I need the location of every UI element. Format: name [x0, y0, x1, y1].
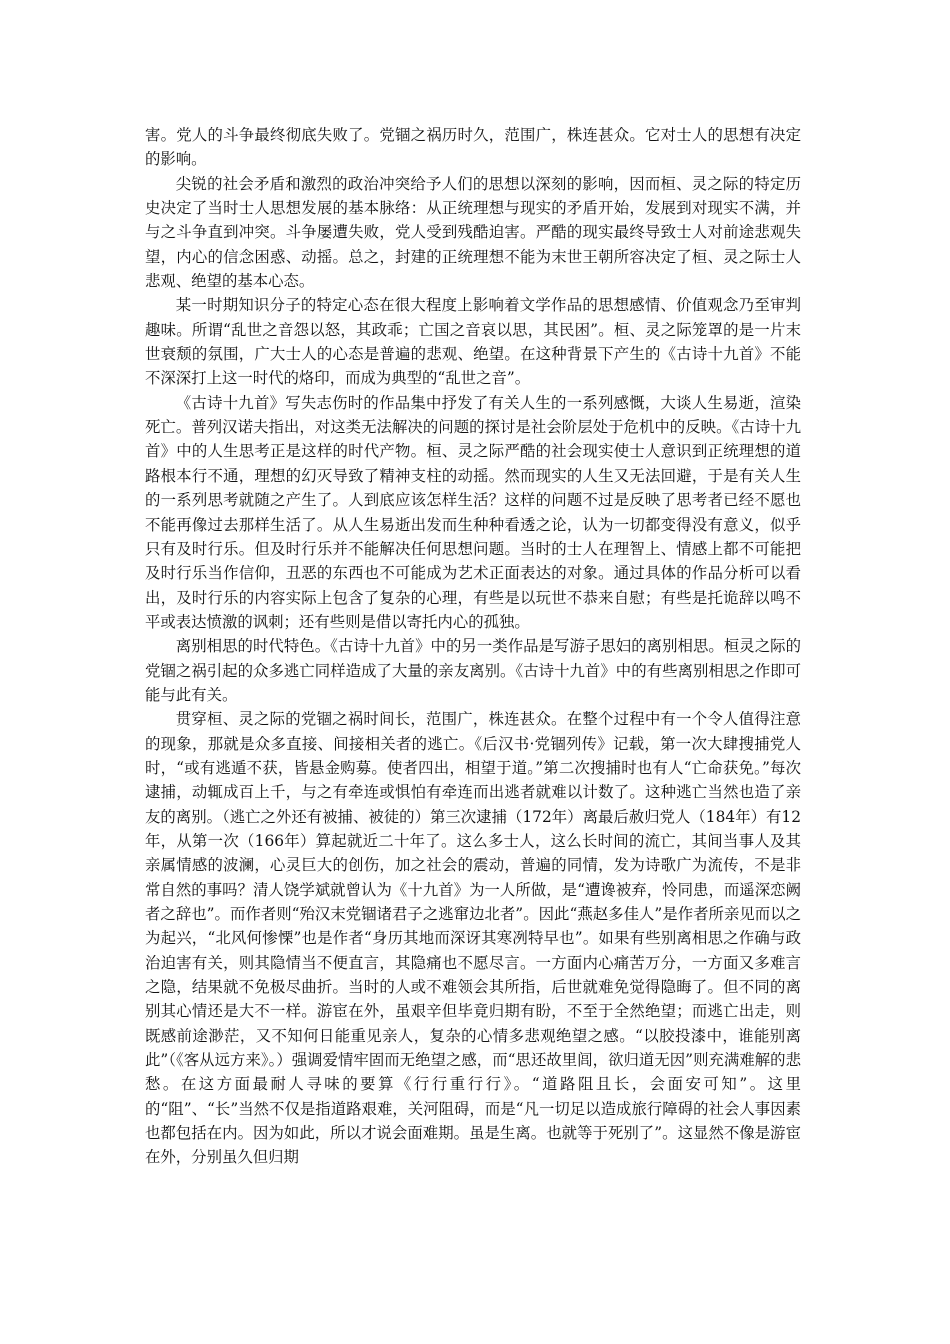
paragraph-parting-theme: 离别相思的时代特色。《古诗十九首》中的另一类作品是写游子思妇的离别相思。桓灵之际的党锢之祸引起的众多逃亡同样造成了大量的亲友离别。《古诗十九首》中的有些离别相思之作即可能与此有关。: [145, 637, 801, 704]
paragraph-life-reflection: 《古诗十九首》写失志伤时的作品集中抒发了有关人生的一系列感慨，大谈人生易逝，渲染死亡。普列汉诺夫指出，对这类无法解决的问题的探讨是社会阶层处于危机中的反映。《古诗十九首》中的人生思考正是这样的时代产物。桓、灵之际严酷的社会现实使士人意识到正统理想的道路根本行不通，理想的幻灭导致了精神支柱的动摇。然而现实的人生又无法回避，于是有关人生的一系列思考就随之产生了。人到底应该怎样生活？这样的问题不过是反映了思考者已经不愿也不能再像过去那样生活了。从人生易逝出发而生种种看透之论，认为一切都变得没有意义，似乎只有及时行乐。但及时行乐并不能解决任何思想问题。当时的士人在理智上、情感上都不可能把及时行乐当作信仰，丑恶的东西也不可能成为艺术正面表达的对象。通过具体的作品分析可以看出，及时行乐的内容实际上包含了复杂的心理，有些是以玩世不恭来自慰；有些是托诡辞以鸣不平或表达愤激的讽刺；还有些则是借以寄托内心的孤独。: [145, 393, 801, 631]
paragraph-social-conflict: 尖锐的社会矛盾和激烈的政治冲突给予人们的思想以深刻的影响，因而桓、灵之际的特定历史决定了当时士人思想发展的基本脉络：从正统理想与现实的矛盾开始，发展到对现实不满，并与之斗争直到冲突。斗争屡遭失败，党人受到残酷迫害。严酷的现实最终导致士人对前途悲观失望，内心的信念困惑、动摇。总之，封建的正统理想不能为末世王朝所容决定了桓、灵之际士人悲观、绝望的基本心态。: [145, 174, 801, 291]
paragraph-intellectual-mindset: 某一时期知识分子的特定心态在很大程度上影响着文学作品的思想感情、价值观念乃至审判趣味。所谓“乱世之音怨以怒，其政乖；亡国之音哀以思，其民困”。桓、灵之际笼罩的是一片末世衰颓的氛围，广大士人的心态是普遍的悲观、绝望。在这种背景下产生的《古诗十九首》不能不深深打上这一时代的烙印，而成为典型的“乱世之音”。: [145, 296, 801, 388]
body-text: [145, 123, 801, 1170]
paragraph-continuation: 害。党人的斗争最终彻底失败了。党锢之祸历时久，范围广，株连甚众。它对士人的思想有决定的影响。: [145, 126, 801, 169]
paragraph-exile-parting: 贯穿桓、灵之际的党锢之祸时间长，范围广，株连甚众。在整个过程中有一个令人值得注意的现象，那就是众多直接、间接相关者的逃亡。《后汉书·党锢列传》记载，第一次大肆搜捕党人时，“或有逃遁不获，皆悬金购募。使者四出，相望于道。”第二次搜捕时也有人“亡命获免。”每次逮捕，动辄成百上千，与之有牵连或惧怕有牵连而出逃者就难以计数了。这种逃亡当然也造了亲友的离别。（逃亡之外还有被捕、被徒的）第三次逮捕（172年）离最后赦归党人（184年）有12年，从第一次（166年）算起就近二十年了。这么多士人，这么长时间的流亡，其间当事人及其亲属情感的波澜，心灵巨大的创伤，加之社会的震动，普遍的同情，发为诗歌广为流传，不是非常自然的事吗？清人饶学斌就曾认为《十九首》为一人所做，是“遭谗被弃，怜同患，而遥深恋阙者之辞也”。而作者则“殆汉末党锢诸君子之逃窜边北者”。因此“燕赵多佳人”是作者所亲见而以之为起兴，“北风何惨慄”也是作者“身历其地而深讶其寒冽特早也”。如果有些别离相思之作确与政治迫害有关，则其隐情当不便直言，其隐痛也不愿尽言。一方面内心痛苦万分，一方面又多难言之隐，结果就不免极尽曲折。当时的人或不难领会其所指，后世就难免觉得隐晦了。但不同的离别其心情还是大不一样。游宦在外，虽艰辛但毕竟归期有盼，不至于全然绝望；而逃亡出走，则既感前途渺茫，又不知何日能重见亲人，复杂的心情多悲观绝望之感。“以胶投漆中，谁能别离此”（《客从远方来》。）强调爱情牢固而无绝望之感，而“思还故里闾，欲归道无因”则充满难解的悲愁。在这方面最耐人寻味的要算《行行重行行》。“道路阻且长，会面安可知”。这里的“阻”、“长”当然不仅是指道路艰难，关河阻碍，而是“凡一切足以造成旅行障碍的社会人事因素也都包括在内。因为如此，所以才说会面难期。虽是生离。也就等于死别了”。这显然不像是游宦在外，分别虽久但归期: [145, 710, 801, 1167]
